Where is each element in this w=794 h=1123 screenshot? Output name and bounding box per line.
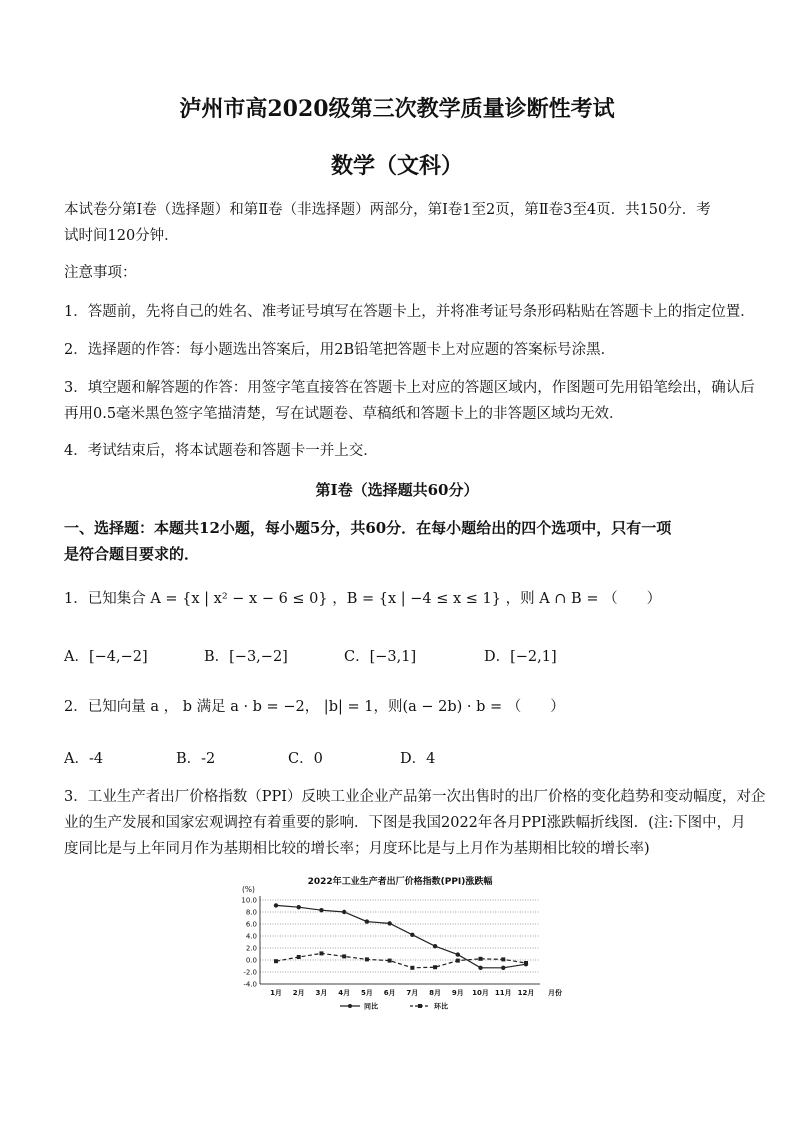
chart-point — [297, 905, 301, 909]
chart-point — [365, 957, 369, 961]
chart-y-tick-label: 0.0 — [245, 956, 257, 965]
chart-legend-marker — [348, 1004, 352, 1008]
chart-x-tick-label: 11月 — [494, 989, 512, 997]
question-2-option-d: D．4 — [400, 751, 436, 767]
chart-y-tick-label: 4.0 — [245, 932, 257, 941]
chart-x-tick-label: 5月 — [360, 989, 373, 997]
notice-item: 1．答题前，先将自己的姓名、准考证号填写在答题卡上，并将准考证号条形码粘贴在答题卡上的指定位置． — [64, 304, 755, 320]
notice-item: 2．选择题的作答：每小题选出答案后，用2B铅笔把答题卡上对应题的答案标号涂黑． — [64, 342, 616, 358]
chart-point — [387, 921, 391, 925]
question-1-text: 1．已知集合 A = {x | x² − x − 6 ≤ 0} ，B = {x | −4 ≤ x ≤ 1} ，则 A ∩ B = （ ） — [64, 591, 662, 607]
question-3-line-1: 3．工业生产者出厂价格指数（PPI）反映工业企业产品第一次出售时的出厂价格的变化趋势和变动幅度，对企 — [64, 789, 766, 805]
ppi-line-chart — [230, 868, 570, 1018]
chart-y-tick-label: 8.0 — [245, 908, 257, 917]
chart-point — [524, 961, 528, 965]
chart-point — [479, 957, 483, 961]
chart-point — [274, 903, 278, 907]
intro-line-2: 试时间120分钟． — [64, 228, 179, 244]
chart-point — [297, 955, 301, 959]
chart-x-tick-label: 7月 — [406, 989, 419, 997]
chart-y-tick-label: 10.0 — [241, 896, 257, 905]
chart-point — [319, 951, 323, 955]
chart-x-tick-label: 1月 — [270, 989, 282, 997]
exam-subtitle: 数学（文科） — [330, 153, 463, 179]
chart-point — [342, 954, 346, 958]
chart-point — [478, 966, 482, 970]
chart-title: 2022年工业生产者出厂价格指数(PPI)涨跌幅 — [307, 877, 493, 887]
chart-x-tick-label: 2月 — [292, 989, 305, 997]
chart-point — [433, 944, 437, 948]
question-3-line-3: 度同比是与上年同月作为基期相比较的增长率；月度环比是与上月作为基期相比较的增长率) — [64, 841, 650, 857]
chart-point — [456, 959, 460, 963]
chart-legend-label: 同比 — [364, 1002, 378, 1011]
chart-point — [342, 910, 346, 914]
chart-y-tick-label: 2.0 — [245, 944, 257, 953]
chart-series-line — [276, 953, 526, 967]
chart-x-tick-label: 8月 — [429, 989, 442, 997]
section-instructions-line-1: 一、选择题：本题共12小题，每小题5分，共60分．在每小题给出的四个选项中，只有一项 — [64, 519, 672, 537]
chart-x-tick-label: 4月 — [338, 989, 351, 997]
chart-legend-marker — [418, 1004, 422, 1008]
notice-heading: 注意事项： — [64, 265, 137, 281]
chart-y-unit: (%) — [242, 885, 255, 894]
question-3-line-2: 业的生产发展和国家宏观调控有着重要的影响．下图是我国2022年各月PPI涨跌幅折线图．(注:下图中，月 — [64, 815, 746, 831]
question-2-option-c: C．0 — [288, 751, 323, 767]
chart-x-tick-label: 6月 — [383, 989, 396, 997]
question-2-text: 2．已知向量 a ， b 满足 a · b = −2， |b| = 1，则(a − 2b) · b = （ ） — [64, 699, 565, 715]
intro-line-1: 本试卷分第Ⅰ卷（选择题）和第Ⅱ卷（非选择题）两部分，第Ⅰ卷1至2页，第Ⅱ卷3至4页．共150分．考 — [64, 202, 711, 218]
chart-point — [410, 933, 414, 937]
chart-point — [433, 965, 437, 969]
question-1-option-c: C．[−3,1] — [344, 649, 417, 665]
chart-y-tick-label: -4.0 — [243, 980, 257, 989]
chart-point — [410, 966, 414, 970]
question-2-option-b: B．-2 — [176, 751, 216, 767]
question-2-option-a: A．-4 — [64, 751, 104, 767]
part1-heading: 第Ⅰ卷（选择题共60分） — [315, 481, 479, 499]
chart-point — [388, 959, 392, 963]
chart-point — [501, 957, 505, 961]
chart-x-tick-label: 10月 — [472, 989, 489, 997]
question-1-option-a: A．[−4,−2] — [64, 649, 148, 665]
question-1-option-b: B．[−3,−2] — [204, 649, 288, 665]
chart-x-tick-label: 3月 — [315, 989, 328, 997]
chart-point — [365, 919, 369, 923]
chart-point — [501, 966, 505, 970]
chart-point — [319, 908, 323, 912]
chart-y-tick-label: -2.0 — [243, 968, 257, 977]
chart-legend-label: 环比 — [434, 1002, 448, 1011]
chart-point — [456, 952, 460, 956]
chart-y-tick-label: 6.0 — [245, 920, 257, 929]
question-1-option-d: D．[−2,1] — [484, 649, 557, 665]
chart-x-axis-label: 月份 — [548, 989, 562, 997]
exam-title: 泸州市高2020级第三次教学质量诊断性考试 — [179, 96, 615, 122]
notice-item: 再用0.5毫米黑色签字笔描清楚，写在试题卷、草稿纸和答题卡上的非答题区域均无效． — [64, 406, 624, 422]
notice-item: 4．考试结束后，将本试题卷和答题卡一并上交． — [64, 443, 378, 459]
notice-item: 3．填空题和解答题的作答：用签字笔直接答在答题卡上对应的答题区域内，作图题可先用铅笔绘出，确认后 — [64, 380, 755, 396]
chart-x-tick-label: 9月 — [451, 989, 464, 997]
chart-point — [274, 959, 278, 963]
section-instructions-line-2: 是符合题目要求的． — [64, 545, 200, 563]
chart-x-tick-label: 12月 — [517, 989, 535, 997]
